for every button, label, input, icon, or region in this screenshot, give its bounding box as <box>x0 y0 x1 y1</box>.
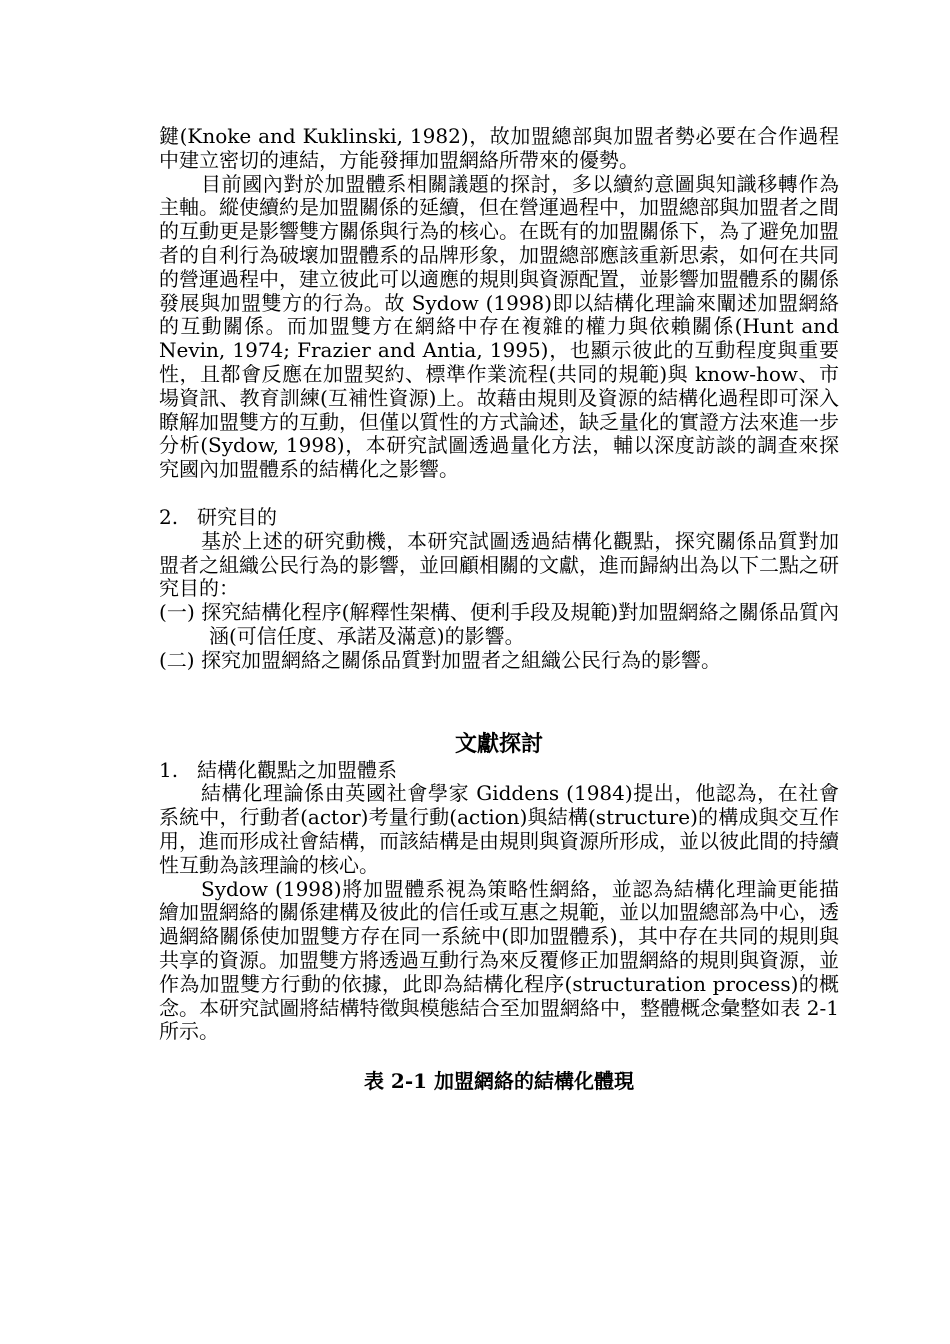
section-title: 文獻探討 <box>454 730 543 757</box>
objective-item: (二) 探究加盟網絡之關係品質對加盟者之組織公民行為的影響。 <box>159 647 721 672</box>
literature-paragraph: 結構化理論係由英國社會學家 Giddens (1984)提出，他認為，在社會系統中，行動者(actor)考量行動(action)與結構(structure)的構成與交互作用，進而形成社會結構，而該結構是由規則與資源所形成，並以彼此間的持續性互動為該理論的核心。 <box>159 781 839 877</box>
intro-continuation-paragraph: 鍵(Knoke and Kuklinski, 1982)，故加盟總部與加盟者勢必要在合作過程中建立密切的連結，方能發揮加盟網絡所帶來的優勢。 <box>159 124 839 172</box>
heading-number: 2. <box>159 504 179 529</box>
heading-text: 研究目的 <box>197 504 277 529</box>
document-page <box>159 125 839 1094</box>
heading-text: 結構化觀點之加盟體系 <box>197 757 397 782</box>
objective-item: (一) 探究結構化程序(解釋性架構、便利手段及規範)對加盟網絡之關係品質內涵(可信任度、承諾及滿意)的影響。 <box>159 600 839 648</box>
intro-paragraph: 目前國內對於加盟體系相關議題的探討，多以續約意圖與知識移轉作為主軸。縱使續約是加盟關係的延續，但在營運過程中，加盟總部與加盟者之間的互動更是影響雙方關係與行為的核心。在既有的加盟關係下，為了避免加盟者的自利行為破壞加盟體系的品牌形象，加盟總部應該重新思索，如何在共同的營運過程中，建立彼此可以適應的規則與資源配置，並影響加盟體系的關係發展與加盟雙方的行為。故 Sydow (1998)即以結構化理論來闡述加盟網絡的互動關係。而加盟雙方在網絡中存在複雜的權力與依賴關係(Hunt and Nevin, 1974; Frazier and Antia, 1995)，也顯示彼此的互動程度與重要性，且都會反應在加盟契約、標準作業流程(共同的規範)與 know-how、市場資訊、教育訓練(互補性資源)上。故藉由規則及資源的結構化過程即可深入瞭解加盟雙方的互動，但僅以質性的方式論述，缺乏量化的實證方法來進一步分析(Sydow, 1998)，本研究試圖透過量化方法，輔以深度訪談的調查來探究國內加盟體系的結構化之影響。 <box>159 171 839 482</box>
heading-number: 1. <box>159 757 179 782</box>
research-purpose-heading <box>159 506 839 530</box>
spacer <box>159 673 839 731</box>
literature-subheading <box>159 759 839 783</box>
literature-paragraph: Sydow (1998)將加盟體系視為策略性網絡，並認為結構化理論更能描繪加盟網絡的關係建構及彼此的信任或互惠之規範，並以加盟總部為中心，透過網絡關係使加盟雙方存在同一系統中(即加盟體系)，其中存在共同的規則與共享的資源。加盟雙方將透過互動行為來反覆修正加盟網絡的規則與資源，並作為加盟雙方行動的依據，此即為結構化程序(structuration process)的概念。本研究試圖將結構特徵與模態結合至加盟網絡中，整體概念彙整如表 2-1 所示。 <box>159 876 839 1044</box>
spacer <box>159 482 839 506</box>
table-caption: 表 2-1 加盟網絡的結構化體現 <box>363 1069 635 1094</box>
research-purpose-paragraph: 基於上述的研究動機，本研究試圖透過結構化觀點，探究關係品質對加盟者之組織公民行為的影響，並回顧相關的文獻，進而歸納出為以下二點之研究目的： <box>159 528 839 601</box>
